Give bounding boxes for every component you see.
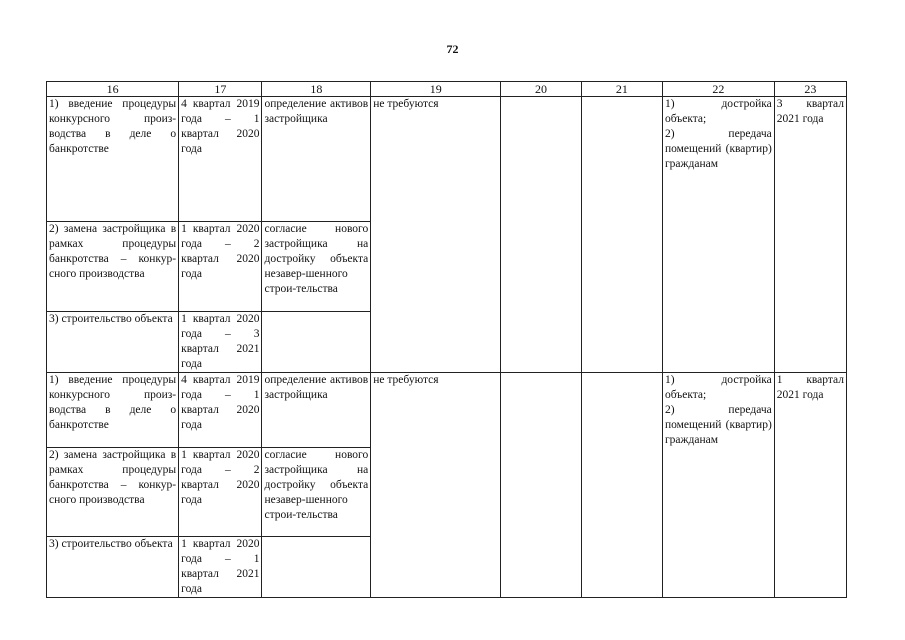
period-cell: 1 квартал 2020 года – 2 квартал 2020 года: [179, 222, 262, 312]
table-row: [47, 97, 847, 222]
column-header: 16: [47, 82, 179, 97]
action-cell: определение активов застройщика: [262, 373, 371, 448]
page-number: 72: [446, 42, 459, 56]
stage-cell: 3) строительство объекта: [47, 537, 179, 598]
stage-cell: 2) замена застройщика в рамках процедуры банкротства – конкур-сного производства: [47, 222, 179, 312]
action-cell: определение активов застройщика: [262, 97, 371, 222]
period-cell: 4 квартал 2019 года – 1 квартал 2020 года: [179, 97, 262, 222]
column-header: 17: [179, 82, 262, 97]
stage-cell: 3) строительство объекта: [47, 312, 179, 373]
column-header: 22: [662, 82, 774, 97]
column-header: 21: [581, 82, 662, 97]
period-cell: 1 квартал 2020 года – 3 квартал 2021 года: [179, 312, 262, 373]
period-cell: 1 квартал 2020 года – 1 квартал 2021 года: [179, 537, 262, 598]
period-cell: 4 квартал 2019 года – 1 квартал 2020 года: [179, 373, 262, 448]
requirements-cell: не требуются: [371, 373, 501, 598]
action-cell: согласие нового застройщика на достройку объекта незавер-шенного строи-тельства: [262, 448, 371, 537]
empty-cell-21: [581, 97, 662, 373]
results-cell: 1) достройка объекта; 2) передача помещений (квартир) гражданам: [662, 373, 774, 598]
deadline-cell: 1 квартал 2021 года: [774, 373, 846, 598]
column-header: 19: [371, 82, 501, 97]
action-cell: согласие нового застройщика на достройку объекта незавер-шенного строи-тельства: [262, 222, 371, 312]
column-header: 23: [774, 82, 846, 97]
column-header: 18: [262, 82, 371, 97]
results-cell: 1) достройка объекта; 2) передача помещений (квартир) гражданам: [662, 97, 774, 373]
column-number-row: [47, 82, 847, 97]
deadline-cell: 3 квартал 2021 года: [774, 97, 846, 373]
stage-cell: 1) введение процедуры конкурсного произ-водства в деле о банкротстве: [47, 373, 179, 448]
period-cell: 1 квартал 2020 года – 2 квартал 2020 года: [179, 448, 262, 537]
empty-cell-20: [501, 97, 581, 373]
stage-cell: 1) введение процедуры конкурсного произ-водства в деле о банкротстве: [47, 97, 179, 222]
requirements-cell: не требуются: [371, 97, 501, 373]
empty-cell-21: [581, 373, 662, 598]
action-cell: [262, 537, 371, 598]
empty-cell-20: [501, 373, 581, 598]
project-table: [46, 81, 847, 598]
column-header: 20: [501, 82, 581, 97]
action-cell: [262, 312, 371, 373]
table-row: [47, 373, 847, 448]
stage-cell: 2) замена застройщика в рамках процедуры банкротства – конкур-сного производства: [47, 448, 179, 537]
